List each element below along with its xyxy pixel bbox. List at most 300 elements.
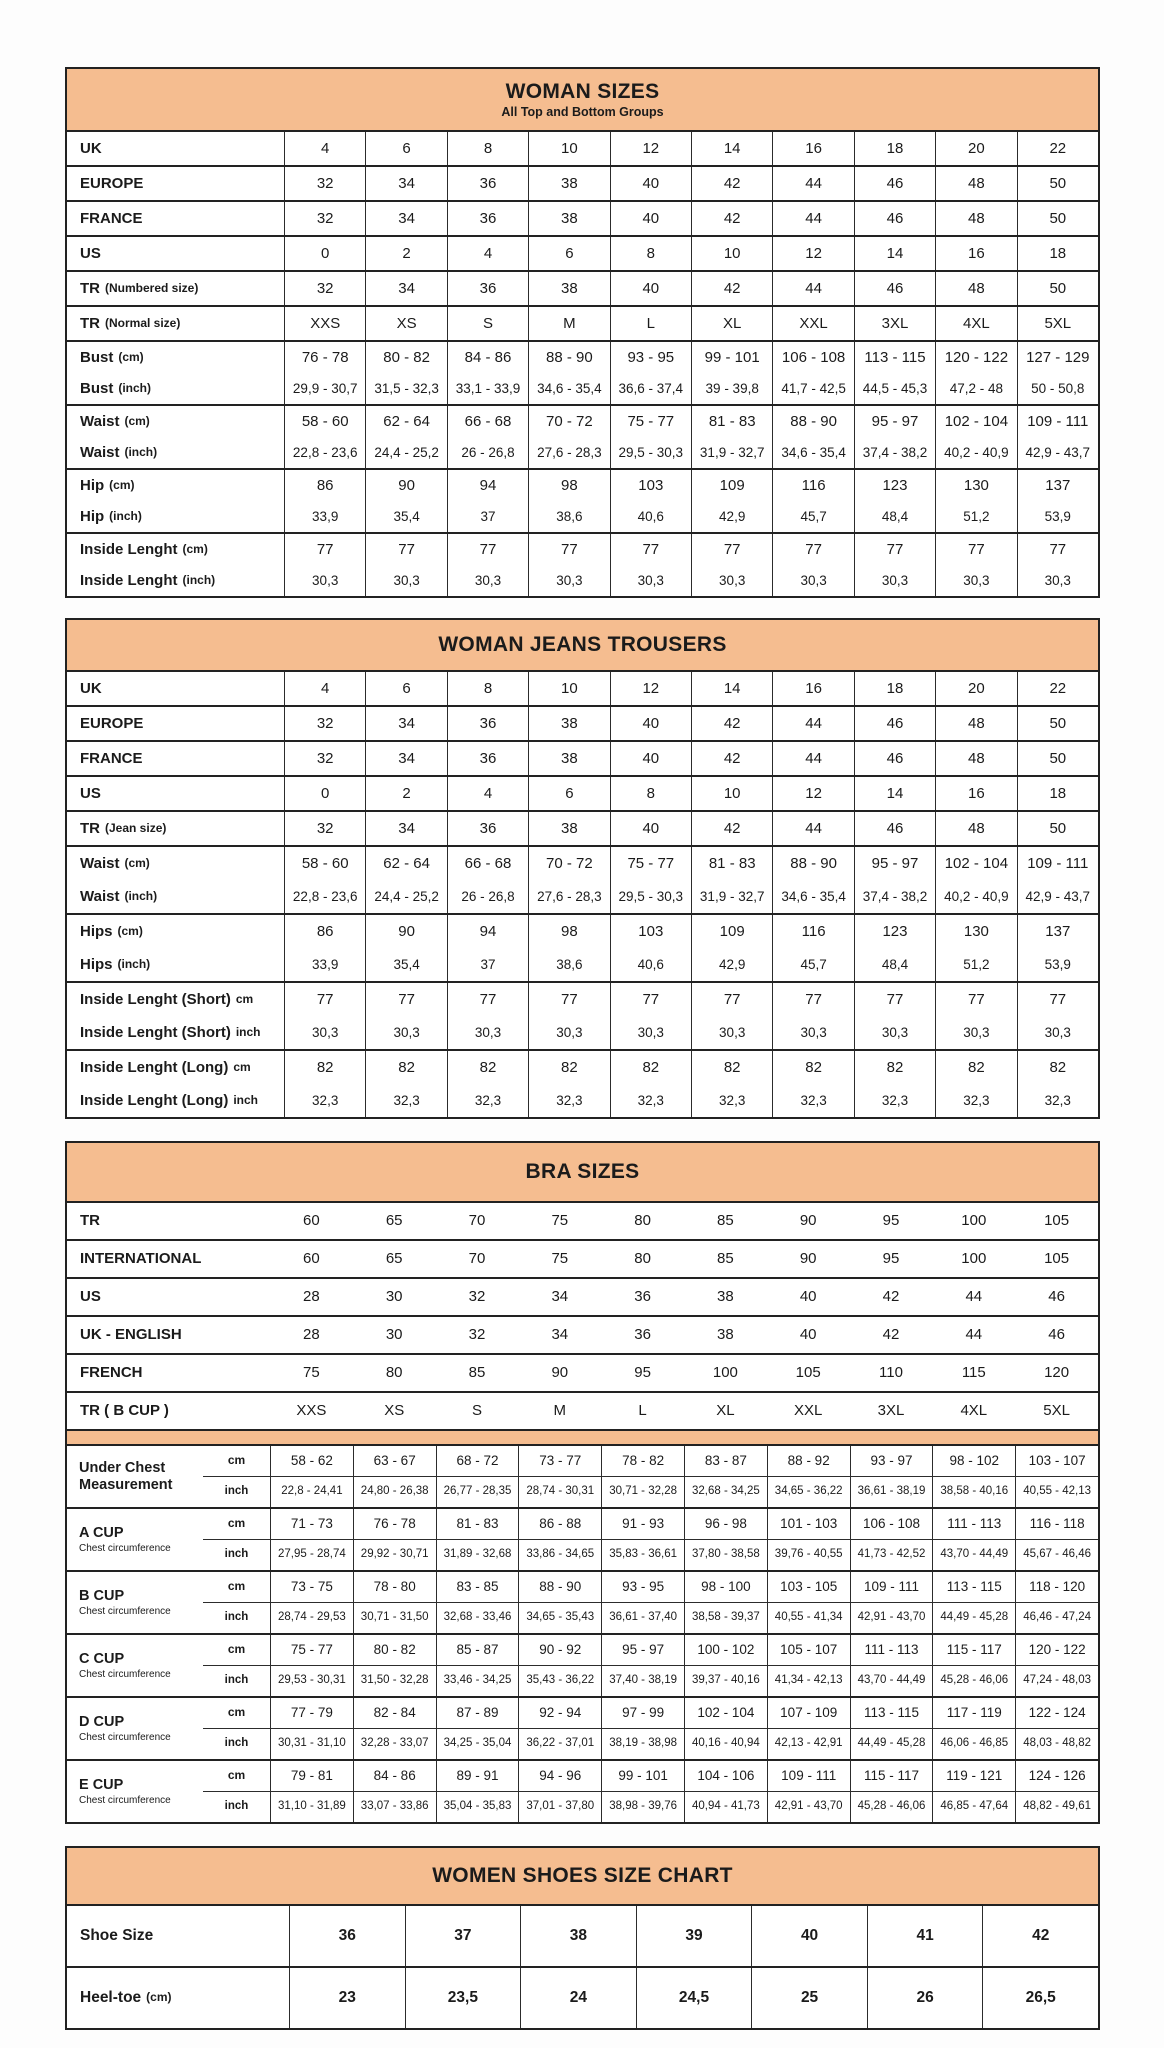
unit-label: cm: [227, 1705, 246, 1720]
size-cell: 102 - 104: [684, 1698, 767, 1728]
table-title: WOMAN JEANS TROUSERS: [438, 633, 727, 657]
size-cell: 5XL: [1017, 307, 1098, 340]
size-cell: 46: [854, 812, 935, 845]
size-cell: 42: [691, 812, 772, 845]
size-cell: 70: [468, 1250, 486, 1268]
table-row: [67, 1355, 1098, 1391]
size-cell: 95 - 97: [601, 1635, 684, 1665]
size-cell: 109: [691, 915, 772, 948]
table-row: [67, 202, 1098, 235]
size-cell: 70 - 72: [528, 847, 609, 880]
size-cell: 36: [289, 1906, 405, 1966]
size-cell: 42,9 - 43,7: [1017, 880, 1098, 913]
size-cell: 66 - 68: [447, 847, 528, 880]
size-cell: 34: [365, 707, 446, 740]
size-cell: 40,55 - 41,34: [767, 1603, 850, 1633]
row-group: [67, 132, 1098, 165]
size-cell: 111 - 113: [932, 1509, 1015, 1539]
size-cell: 42: [691, 742, 772, 775]
size-cell: 24: [520, 1968, 636, 2028]
size-cell: 42: [691, 202, 772, 235]
size-cell: 37,80 - 38,58: [684, 1540, 767, 1570]
size-cell: 130: [935, 915, 1016, 948]
size-cell: 29,9 - 30,7: [284, 373, 365, 404]
size-cell: XXS: [284, 307, 365, 340]
group-label: [67, 1698, 203, 1759]
size-cell: 82: [447, 1051, 528, 1084]
size-cell: 8: [447, 132, 528, 165]
row-group: [67, 340, 1098, 404]
group-label-note: Chest circumference: [79, 1542, 171, 1554]
size-cell: 46,46 - 47,24: [1015, 1603, 1098, 1633]
group-label-note: Chest circumference: [79, 1668, 171, 1680]
size-cell: 77: [772, 534, 853, 565]
size-cell: 88 - 92: [767, 1446, 850, 1476]
size-cell: 38: [520, 1906, 636, 1966]
size-cell: 24,4 - 25,2: [365, 880, 446, 913]
size-cell: 97 - 99: [601, 1698, 684, 1728]
size-cell: 77: [935, 983, 1016, 1016]
size-cell: 50: [1017, 167, 1098, 200]
size-cell: 38: [528, 812, 609, 845]
size-cell: 32: [284, 742, 365, 775]
size-cell: 26 - 26,8: [447, 437, 528, 468]
size-cell: 95 - 97: [854, 406, 935, 437]
row-label: [67, 1279, 270, 1315]
row-label: [67, 470, 284, 501]
row-label-text: Inside Lenght: [80, 571, 178, 589]
size-cell: 93 - 95: [601, 1572, 684, 1602]
size-cell: 45,28 - 46,06: [932, 1666, 1015, 1696]
row-label-text: Inside Lenght (Short): [80, 990, 231, 1008]
size-cell: 109 - 111: [767, 1761, 850, 1791]
size-cell: 46: [854, 742, 935, 775]
size-cell: 40,2 - 40,9: [935, 880, 1016, 913]
size-cell: 42: [691, 167, 772, 200]
group-label: [67, 1509, 203, 1570]
size-cell: S: [447, 307, 528, 340]
row-label-text: Hip: [80, 476, 105, 494]
group-label-note: Chest circumference: [79, 1731, 171, 1743]
table-row: [203, 1728, 1098, 1759]
row-group: [67, 1049, 1098, 1117]
size-cell: 34: [365, 202, 446, 235]
size-cell: XS: [365, 307, 446, 340]
size-cell: 4: [447, 237, 528, 270]
size-cell: 26,77 - 28,35: [436, 1477, 519, 1507]
size-cell: 24,5: [636, 1968, 752, 2028]
size-cell: 33,1 - 33,9: [447, 373, 528, 404]
size-cell: 30,3: [528, 1016, 609, 1049]
row-label-note: (inch): [118, 380, 152, 395]
size-cell: 4: [447, 777, 528, 810]
row-label: [67, 342, 284, 373]
size-cell: 105: [795, 1364, 821, 1382]
size-cell: 82: [528, 1051, 609, 1084]
table-row: [67, 167, 1098, 200]
size-cell: 117 - 119: [932, 1698, 1015, 1728]
row-label-text: EUROPE: [80, 714, 144, 732]
size-cell: 75: [551, 1250, 569, 1268]
size-cell: 66 - 68: [447, 406, 528, 437]
size-cell: 32,3: [610, 1084, 691, 1117]
table-row: [67, 1317, 1098, 1353]
size-cell: 58 - 62: [270, 1446, 353, 1476]
size-cell: 96 - 98: [684, 1509, 767, 1539]
table-row: [67, 1393, 1098, 1429]
size-cell: 35,83 - 36,61: [601, 1540, 684, 1570]
woman-jeans-body: [67, 672, 1098, 1117]
row-label: [67, 272, 284, 305]
size-cell: 42,91 - 43,70: [850, 1603, 933, 1633]
row-label: [67, 307, 284, 340]
row-label-text: UK - ENGLISH: [80, 1326, 182, 1344]
size-cell: 42,9 - 43,7: [1017, 437, 1098, 468]
size-cell: 4XL: [935, 307, 1016, 340]
size-cell: 46: [854, 272, 935, 305]
size-cell: 48: [935, 742, 1016, 775]
size-cell: 99 - 101: [601, 1761, 684, 1791]
row-group: [67, 1277, 1098, 1315]
size-cell: 87 - 89: [436, 1698, 519, 1728]
size-cell: 51,2: [935, 948, 1016, 981]
size-cell: XXL: [772, 307, 853, 340]
table-row: [67, 534, 1098, 565]
size-cell: 98: [528, 470, 609, 501]
size-cell: 10: [528, 132, 609, 165]
row-label-note: (inch): [117, 956, 151, 971]
size-cell: 124 - 126: [1015, 1761, 1098, 1791]
size-cell: 30,3: [935, 1016, 1016, 1049]
size-cell: 40: [610, 202, 691, 235]
size-cell: 38: [528, 272, 609, 305]
size-cell: 33,07 - 33,86: [353, 1792, 436, 1822]
row-label: [67, 565, 284, 596]
size-cell: 42: [882, 1288, 900, 1306]
size-cell: S: [471, 1402, 482, 1420]
size-cell: 76 - 78: [353, 1509, 436, 1539]
table-row: [67, 342, 1098, 373]
size-cell: 31,50 - 32,28: [353, 1666, 436, 1696]
size-cell: 75: [551, 1212, 569, 1230]
size-cell: 20: [935, 672, 1016, 705]
size-cell: 115 - 117: [850, 1761, 933, 1791]
size-cell: 94 - 96: [518, 1761, 601, 1791]
table-row: [67, 437, 1098, 468]
size-cell: 34,25 - 35,04: [436, 1729, 519, 1759]
size-cell: 39,76 - 40,55: [767, 1540, 850, 1570]
table-row: [203, 1791, 1098, 1822]
group-label: [67, 1761, 203, 1822]
size-cell: 36,61 - 38,19: [850, 1477, 933, 1507]
size-cell: 80: [634, 1250, 651, 1268]
size-cell: 109 - 111: [1017, 847, 1098, 880]
row-group: [67, 270, 1098, 305]
table-subtitle: All Top and Bottom Groups: [501, 105, 664, 120]
row-label-text: TR ( B CUP ): [80, 1402, 169, 1420]
woman-sizes-header: [67, 69, 1098, 132]
row-group: [67, 1353, 1098, 1391]
size-cell: 75 - 77: [610, 847, 691, 880]
row-label-text: UK: [80, 139, 102, 157]
size-cell: 8: [447, 672, 528, 705]
size-cell: 23,5: [405, 1968, 521, 2028]
size-cell: 37: [447, 501, 528, 532]
size-cell: 77: [528, 983, 609, 1016]
size-cell: 35,4: [365, 501, 446, 532]
size-cell: 44: [965, 1288, 983, 1306]
size-cell: 75 - 77: [610, 406, 691, 437]
size-cell: 16: [935, 777, 1016, 810]
size-cell: 81 - 83: [436, 1509, 519, 1539]
size-cell: 77: [854, 983, 935, 1016]
size-cell: 32: [284, 202, 365, 235]
table-row: [67, 948, 1098, 981]
row-label-note: (cm): [124, 413, 150, 428]
size-cell: 48,03 - 48,82: [1015, 1729, 1098, 1759]
size-cell: 6: [528, 237, 609, 270]
size-cell: 118 - 120: [1015, 1572, 1098, 1602]
size-cell: 77: [284, 534, 365, 565]
size-cell: 105 - 107: [767, 1635, 850, 1665]
size-cell: 48,4: [854, 948, 935, 981]
size-cell: 123: [854, 915, 935, 948]
size-cell: 40,94 - 41,73: [684, 1792, 767, 1822]
measure-rows: [203, 1572, 1098, 1633]
size-cell: 36: [447, 707, 528, 740]
row-label-note: (cm): [146, 1990, 172, 2005]
row-group: [67, 235, 1098, 270]
size-cell: 44: [965, 1326, 983, 1344]
size-cell: 30,3: [284, 565, 365, 596]
size-cell: 40,6: [610, 948, 691, 981]
size-cell: XL: [716, 1402, 735, 1420]
size-cell: 32: [284, 272, 365, 305]
table-row: [67, 812, 1098, 845]
unit-label: cm: [227, 1453, 246, 1468]
size-cell: 36,22 - 37,01: [518, 1729, 601, 1759]
size-cell: 106 - 108: [850, 1509, 933, 1539]
table-row: [67, 1016, 1098, 1049]
group-label-text: E CUP: [79, 1776, 124, 1793]
size-cell: 30,71 - 31,50: [353, 1603, 436, 1633]
size-cell: 18: [854, 132, 935, 165]
size-cell: 30,3: [284, 1016, 365, 1049]
size-cell: 39,37 - 40,16: [684, 1666, 767, 1696]
size-cell: 119 - 121: [932, 1761, 1015, 1791]
size-cell: 85: [717, 1212, 734, 1230]
size-cell: 6: [528, 777, 609, 810]
row-label-text: Waist: [80, 412, 120, 430]
size-cell: 34,65 - 36,22: [767, 1477, 850, 1507]
size-cell: 102 - 104: [935, 406, 1016, 437]
size-cell: 77: [447, 983, 528, 1016]
row-label: [67, 742, 284, 775]
row-label-text: Inside Lenght (Short): [80, 1023, 231, 1041]
row-label-text: Bust: [80, 379, 114, 397]
size-cell: 44,49 - 45,28: [850, 1729, 933, 1759]
size-cell: 77: [935, 534, 1016, 565]
size-cell: 38,58 - 39,37: [684, 1603, 767, 1633]
table-row: [67, 1241, 1098, 1277]
size-cell: 36: [634, 1326, 651, 1344]
size-cell: L: [638, 1402, 647, 1420]
size-cell: L: [610, 307, 691, 340]
size-cell: 99 - 101: [691, 342, 772, 373]
size-cell: 109: [691, 470, 772, 501]
size-cell: 40: [610, 742, 691, 775]
size-cell: 37,01 - 37,80: [518, 1792, 601, 1822]
size-cell: 32,3: [447, 1084, 528, 1117]
row-label: [67, 1355, 270, 1391]
size-cell: 10: [691, 237, 772, 270]
size-cell: 77: [528, 534, 609, 565]
size-cell: 77: [447, 534, 528, 565]
size-cell: 30,3: [772, 565, 853, 596]
table-row: [203, 1509, 1098, 1539]
row-label: [67, 501, 284, 532]
size-cell: 107 - 109: [767, 1698, 850, 1728]
size-cell: 80 - 82: [353, 1635, 436, 1665]
size-cell: 47,2 - 48: [935, 373, 1016, 404]
size-cell: 42: [882, 1326, 900, 1344]
size-cell: XXL: [794, 1402, 823, 1420]
size-cell: 44: [772, 742, 853, 775]
table-row: [203, 1446, 1098, 1476]
size-cell: 32,3: [365, 1084, 446, 1117]
group-label-text: B CUP: [79, 1587, 125, 1604]
row-label: [67, 812, 284, 845]
size-cell: 33,9: [284, 501, 365, 532]
row-label: [67, 373, 284, 404]
row-group: [67, 845, 1098, 913]
row-label-text: FRANCE: [80, 209, 143, 227]
size-cell: 103 - 107: [1015, 1446, 1098, 1476]
size-cell: 44: [772, 272, 853, 305]
measure-group: [67, 1759, 1098, 1822]
size-cell: 22,8 - 23,6: [284, 880, 365, 913]
row-label: [67, 948, 284, 981]
size-cell: 36: [447, 742, 528, 775]
size-cell: 84 - 86: [353, 1761, 436, 1791]
size-cell: 30,3: [528, 565, 609, 596]
size-cell: 78 - 82: [601, 1446, 684, 1476]
size-cell: 95: [882, 1212, 900, 1230]
size-cell: 38: [528, 167, 609, 200]
size-cell: 38,19 - 38,98: [601, 1729, 684, 1759]
table-row: [203, 1539, 1098, 1570]
size-cell: 26,5: [982, 1968, 1098, 2028]
size-cell: 24,4 - 25,2: [365, 437, 446, 468]
row-label: [67, 1016, 284, 1049]
measure-rows: [203, 1698, 1098, 1759]
size-cell: 70: [468, 1212, 486, 1230]
size-cell: 113 - 115: [850, 1698, 933, 1728]
row-group: [67, 1239, 1098, 1277]
size-cell: M: [528, 307, 609, 340]
row-label-note: cm: [235, 991, 254, 1006]
size-cell: 28,74 - 29,53: [270, 1603, 353, 1633]
row-label: [67, 237, 284, 270]
size-cell: 137: [1017, 915, 1098, 948]
size-cell: 81 - 83: [691, 847, 772, 880]
size-cell: 32: [468, 1326, 486, 1344]
row-label-note: (Numbered size): [105, 280, 199, 295]
table-title: WOMAN SIZES: [505, 79, 660, 103]
row-label-text: Inside Lenght: [80, 540, 178, 558]
row-label-text: EUROPE: [80, 174, 144, 192]
size-cell: 30,3: [447, 565, 528, 596]
size-cell: 46: [854, 707, 935, 740]
size-cell: 85: [717, 1250, 734, 1268]
size-cell: 82: [854, 1051, 935, 1084]
row-label-text: INTERNATIONAL: [80, 1250, 202, 1268]
row-label: [67, 1241, 270, 1277]
size-cell: 32,3: [284, 1084, 365, 1117]
size-cell: 30,3: [610, 565, 691, 596]
size-cell: 38,6: [528, 501, 609, 532]
size-cell: 40: [610, 812, 691, 845]
size-cell: 35,04 - 35,83: [436, 1792, 519, 1822]
size-cell: 104 - 106: [684, 1761, 767, 1791]
size-cell: 77: [610, 983, 691, 1016]
size-cell: 33,46 - 34,25: [436, 1666, 519, 1696]
table-row: [67, 1051, 1098, 1084]
size-cell: 40: [610, 167, 691, 200]
size-cell: 38: [528, 707, 609, 740]
size-cell: 103 - 105: [767, 1572, 850, 1602]
size-cell: 88 - 90: [528, 342, 609, 373]
size-cell: 4: [284, 672, 365, 705]
size-cell: 40,55 - 42,13: [1015, 1477, 1098, 1507]
table-title: BRA SIZES: [525, 1160, 640, 1184]
size-cell: XL: [691, 307, 772, 340]
size-cell: XXS: [296, 1402, 327, 1420]
size-cell: 12: [772, 237, 853, 270]
row-label-text: US: [80, 244, 101, 262]
size-cell: 83 - 85: [436, 1572, 519, 1602]
row-label-text: Waist: [80, 443, 120, 461]
size-cell: 109 - 111: [1017, 406, 1098, 437]
row-label: [67, 1393, 270, 1429]
table-title: WOMEN SHOES SIZE CHART: [432, 1864, 733, 1888]
table-row: [67, 272, 1098, 305]
size-cell: 123: [854, 470, 935, 501]
size-cell: 29,92 - 30,71: [353, 1540, 436, 1570]
size-cell: 77: [284, 983, 365, 1016]
size-cell: 48: [935, 272, 1016, 305]
row-label-note: (inch): [109, 508, 142, 523]
size-cell: 130: [935, 470, 1016, 501]
table-row: [67, 132, 1098, 165]
size-cell: 18: [854, 672, 935, 705]
size-cell: 75 - 77: [270, 1635, 353, 1665]
size-cell: 95 - 97: [854, 847, 935, 880]
size-cell: 12: [610, 672, 691, 705]
size-cell: 98 - 100: [684, 1572, 767, 1602]
size-cell: 77: [365, 983, 446, 1016]
row-label-text: TR: [80, 1212, 100, 1230]
size-cell: 30,3: [691, 565, 772, 596]
row-label: [67, 880, 284, 913]
size-cell: 110: [879, 1364, 903, 1382]
size-cell: 36: [447, 202, 528, 235]
size-cell: 120: [1044, 1364, 1070, 1382]
size-cell: 45,7: [772, 948, 853, 981]
size-cell: 32,3: [935, 1084, 1016, 1117]
size-cell: 14: [691, 672, 772, 705]
size-cell: 6: [365, 672, 446, 705]
